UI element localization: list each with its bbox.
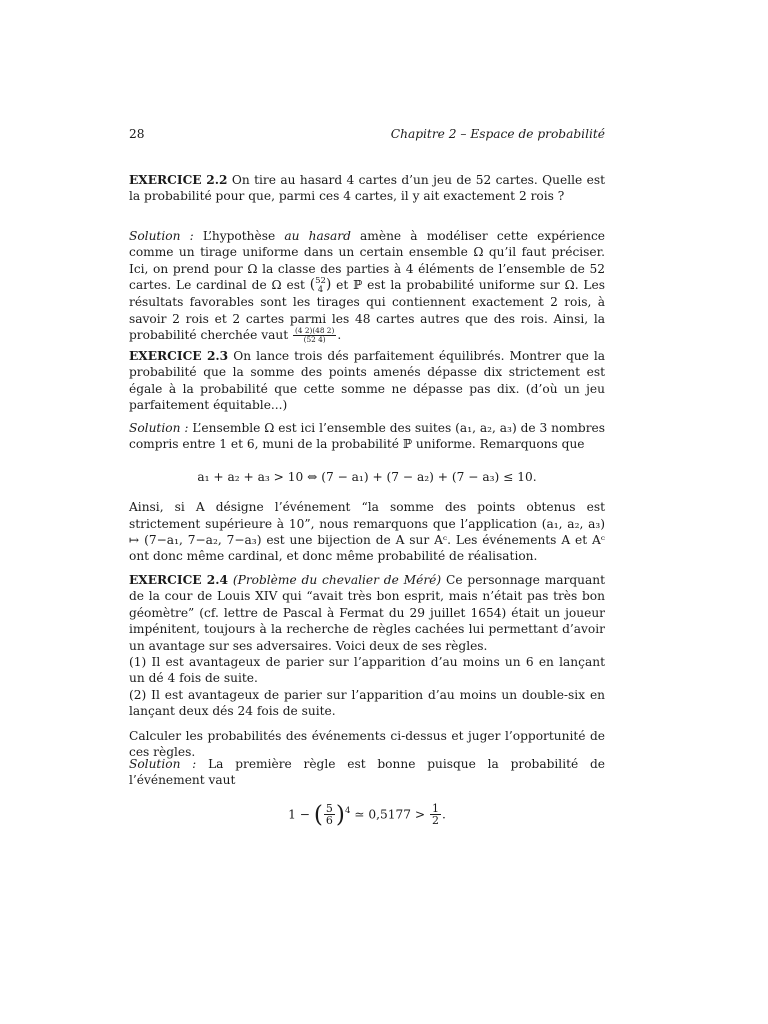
fraction-denominator: 6 bbox=[325, 814, 333, 828]
running-header bbox=[129, 126, 605, 142]
solution-2-4 bbox=[129, 756, 605, 827]
rule-2: (2) Il est avantageux de parier sur l’apparition d’au moins un double-six en lançant deux dés 24 fois de suite. bbox=[129, 687, 605, 719]
solution-2-3 bbox=[129, 420, 605, 565]
solution-text: amène à modéliser cette expérience comme un tirage uniforme dans un certain ensemble Ω qu’il faut préciser. Ici, on prend pour Ω la classe des parties à 4 éléments de l’ensemble de 52 cartes. Le cardinal de Ω est bbox=[129, 229, 605, 293]
fraction-numerator: 5 bbox=[325, 801, 333, 815]
solution-text: Ainsi, si A désigne l’événement “la somme des points obtenus est strictement supérieure à 10”, nous remarquons que l’application (a₁, a₂, a₃) ↦ (7−a₁, 7−a₂, 7−a₃) est une bijection de A sur Aᶜ. Les événements A et Aᶜ ont donc même cardinal, et donc même probabilité de réalisation. bbox=[129, 500, 605, 564]
binom-bottom: 4 bbox=[317, 284, 324, 295]
exercise-text: On lance trois dés parfaitement équilibrés. Montrer que la probabilité que la somme des points amenés dépasse dix strictement est égale à la probabilité que cette somme ne dépasse pas dix. (d’où un jeu parfaitement équitable...) bbox=[129, 349, 606, 413]
solution-label: Solution : bbox=[129, 229, 194, 243]
exercise-label: EXERCICE 2.2 bbox=[129, 173, 228, 187]
fraction-numerator: 1 bbox=[431, 801, 439, 815]
binomial-coefficient: ( 52 4 ) bbox=[309, 276, 332, 295]
solution-text: L’ensemble Ω est ici l’ensemble des suites (a₁, a₂, a₃) de 3 nombres compris entre 1 et 6, muni de la probabilité ℙ uniforme. Remarquons que bbox=[129, 421, 606, 452]
exercise-text: Ce personnage marquant de la cour de Louis XIV qui “avait très bon esprit, mais n’était pas très bon géomètre” (cf. lettre de Pascal à Fermat du 29 juillet 1654) était un joueur impénitent, toujours à la recherche de règles cachées lui permettant d’avoir un avantage sur ses adversaires. Voici deux de ses règles. bbox=[129, 573, 606, 653]
exercise-label: EXERCICE 2.4 bbox=[129, 573, 228, 587]
exercise-text: On tire au hasard 4 cartes d’un jeu de 52 cartes. Quelle est la probabilité pour que, parmi ces 4 cartes, il y ait exactement 2 rois ? bbox=[129, 173, 605, 204]
solution-text: et ℙ est la probabilité uniforme sur Ω. Les résultats favorables sont les tirages qui contiennent exactement 2 rois, à savoir 2 rois et 2 cartes parmi les 48 cartes autres que des rois. Ainsi, la probabilité cherchée vaut bbox=[129, 278, 605, 343]
exercise-label: EXERCICE 2.3 bbox=[129, 349, 229, 363]
fraction-denominator: 2 bbox=[431, 814, 439, 828]
equation-part: . bbox=[441, 807, 446, 822]
exercise-question: Calculer les probabilités des événements ci-dessus et juger l’opportunité de ces règles. bbox=[129, 728, 605, 760]
solution-text: . bbox=[337, 328, 342, 343]
exponent: 4 bbox=[344, 805, 351, 816]
emphasis-text: au hasard bbox=[284, 229, 351, 243]
fraction-numerator: (4 2)(48 2) bbox=[294, 326, 335, 336]
binom-top: 52 bbox=[315, 276, 326, 287]
solution-2-2 bbox=[129, 228, 605, 344]
equation-part: 1 − bbox=[288, 807, 314, 822]
solution-text: La première règle est bonne puisque la probabilité de l’événement vaut bbox=[129, 757, 605, 788]
chapter-title: Chapitre 2 – Espace de probabilité bbox=[390, 127, 605, 141]
page-number: 28 bbox=[129, 127, 145, 141]
fraction-denominator: (52 4) bbox=[303, 335, 326, 345]
fraction-five-sixths bbox=[324, 803, 335, 827]
exercise-2-3 bbox=[129, 348, 605, 414]
solution-label: Solution : bbox=[129, 757, 197, 771]
solution-text: L’hypothèse bbox=[193, 229, 285, 243]
exercise-2-4 bbox=[129, 572, 605, 760]
fraction-one-half bbox=[430, 803, 441, 827]
exercise-subtitle: (Problème du chevalier de Méré) bbox=[228, 573, 442, 587]
display-equation: a₁ + a₂ + a₃ > 10 ⇔ (7 − a₁) + (7 − a₂) + (7 − a₃) ≤ 10. bbox=[197, 469, 537, 484]
display-equation: 1 − ( $\frac{5}{6}$ )$^4$ ≃ 0,5177 > $\frac{1}{2}$ . bbox=[288, 800, 446, 828]
probability-fraction bbox=[293, 327, 336, 343]
solution-label: Solution : bbox=[129, 421, 189, 435]
rule-1: (1) Il est avantageux de parier sur l’apparition d’au moins un 6 en lançant un dé 4 fois de suite. bbox=[129, 655, 605, 686]
exercise-2-2 bbox=[129, 172, 605, 205]
equation-part: ≃ 0,5177 > bbox=[350, 807, 429, 822]
